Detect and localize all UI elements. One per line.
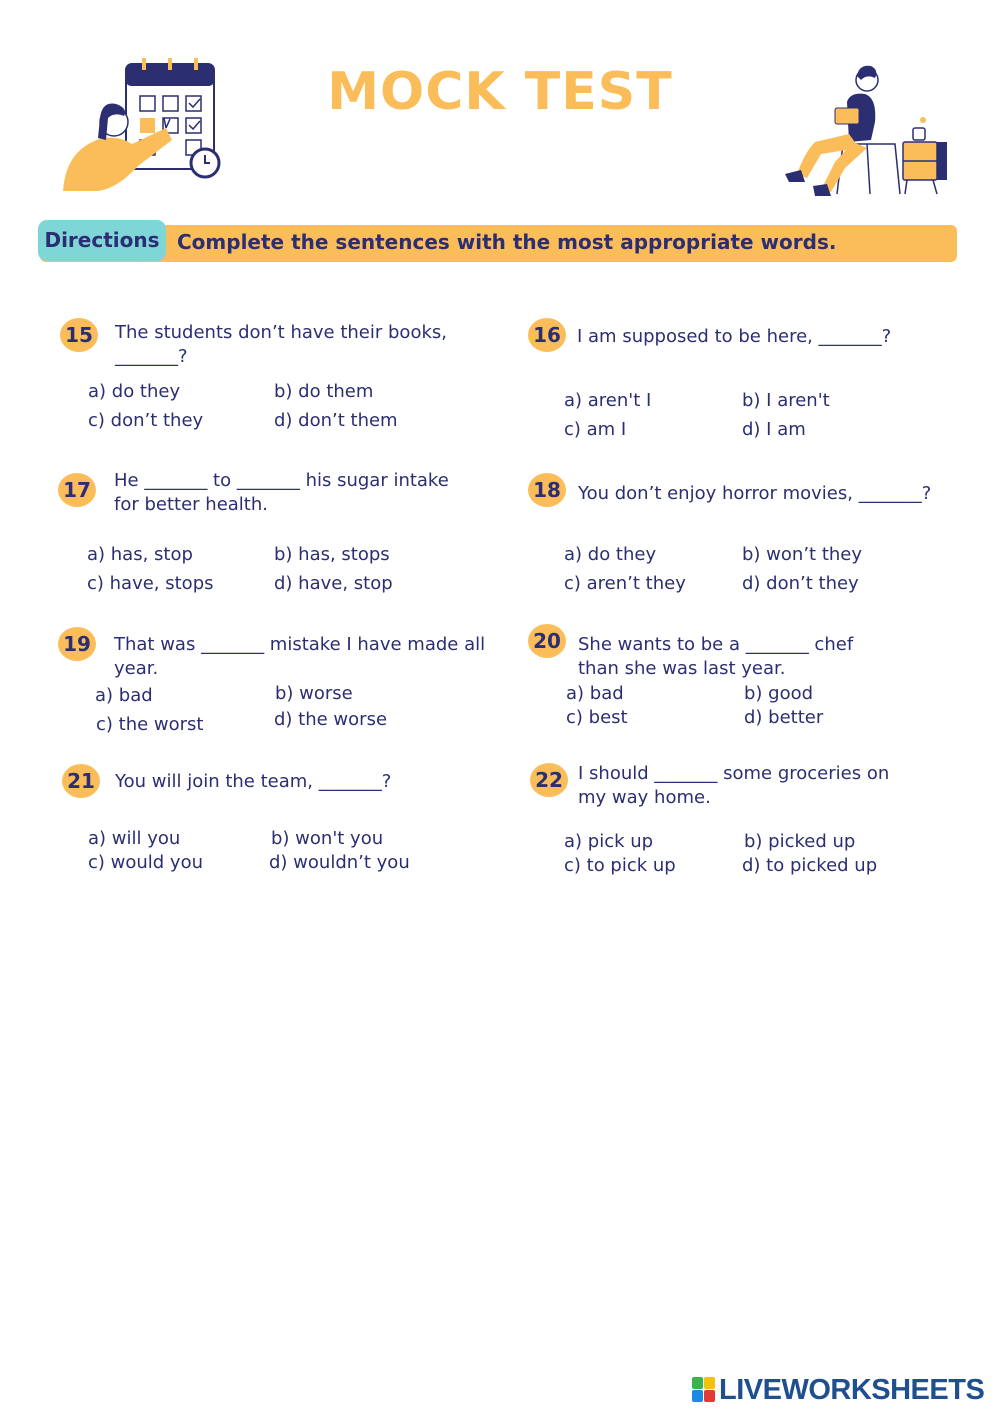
option-a[interactable]: a) bad [566,683,624,704]
option-a[interactable]: a) will you [88,828,181,849]
question-text: You don’t enjoy horror movies, _______? [578,483,932,504]
liveworksheets-logo[interactable] [692,1374,984,1406]
question-number: 22 [530,763,568,797]
option-c[interactable]: c) have, stops [87,573,214,594]
man-reading-illustration [775,62,960,202]
question-text: That was _______ mistake I have made all year. [114,634,486,679]
question-number: 17 [58,473,96,507]
option-d[interactable]: d) don’t they [742,573,859,594]
option-d[interactable]: d) have, stop [274,573,393,594]
question-text: You will join the team, _______? [115,771,392,792]
question-text: I should _______ some groceries on my way home. [578,763,890,808]
option-b[interactable]: b) won't you [271,828,384,849]
option-c[interactable]: c) don’t they [88,410,204,431]
option-c[interactable]: c) am I [564,419,627,440]
option-d[interactable]: d) wouldn’t you [269,852,410,873]
logo-text: LIVEWORKSHEETS [719,1373,985,1406]
question-number: 21 [62,764,100,798]
question-number: 19 [58,627,96,661]
question-number: 18 [528,473,566,507]
directions-text: Complete the sentences with the most appropriate words. [177,230,837,254]
question-text: She wants to be a _______ chef than she was last year. [578,634,854,679]
question-number: 20 [528,624,566,658]
option-d[interactable]: d) I am [742,419,806,440]
option-a[interactable]: a) pick up [564,831,654,852]
option-c[interactable]: c) aren’t they [564,573,686,594]
option-c[interactable]: c) would you [88,852,204,873]
option-a[interactable]: a) bad [95,685,153,706]
option-d[interactable]: d) don’t them [274,410,398,431]
option-b[interactable]: b) has, stops [274,544,390,565]
page-title: MOCK TEST [327,62,673,122]
option-a[interactable]: a) do they [564,544,657,565]
question-text: He _______ to _______ his sugar intake for better health. [114,470,449,515]
directions-tag: Directions [38,220,166,261]
option-b[interactable]: b) do them [274,381,374,402]
option-d[interactable]: d) to picked up [742,855,878,876]
option-c[interactable]: c) best [566,707,628,728]
option-d[interactable]: d) better [744,707,824,728]
option-c[interactable]: c) the worst [96,714,204,735]
question-number: 15 [60,318,98,352]
option-a[interactable]: a) do they [88,381,181,402]
option-c[interactable]: c) to pick up [564,855,676,876]
option-b[interactable]: b) I aren't [742,390,830,411]
logo-blocks-icon [692,1377,716,1403]
option-b[interactable]: b) good [744,683,814,704]
option-a[interactable]: a) has, stop [87,544,193,565]
question-text: I am supposed to be here, _______? [577,326,892,347]
question-number: 16 [528,318,566,352]
option-b[interactable]: b) won’t they [742,544,863,565]
option-a[interactable]: a) aren't I [564,390,652,411]
option-b[interactable]: b) worse [275,683,353,704]
option-b[interactable]: b) picked up [744,831,856,852]
question-text: The students don’t have their books, _______? [115,322,447,367]
option-d[interactable]: d) the worse [274,709,388,730]
